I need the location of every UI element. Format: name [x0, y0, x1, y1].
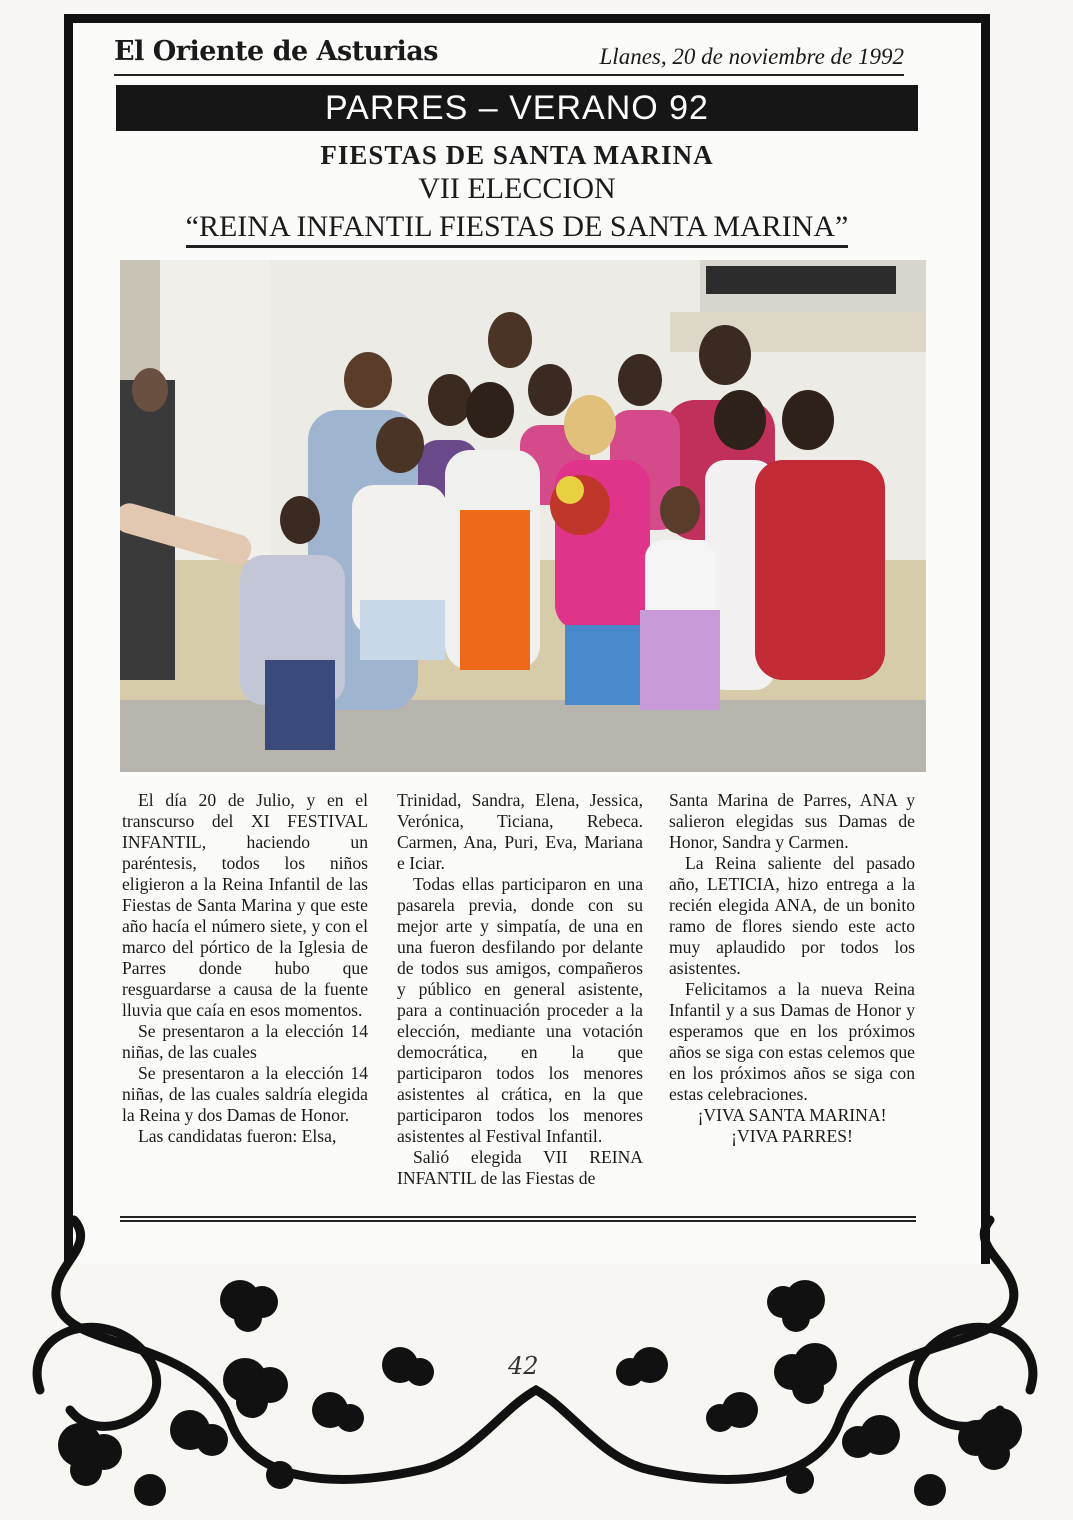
headline-fiestas: FIESTAS DE SANTA MARINA: [320, 140, 714, 170]
article-paragraph: Santa Marina de Parres, ANA y salieron elegidas sus Damas de Honor, Sandra y Carmen.: [669, 790, 915, 852]
headline-reina: [116, 210, 918, 244]
closing-line-parres: ¡VIVA PARRES!: [731, 1126, 853, 1146]
article-column-2: [397, 790, 643, 1189]
headline-reina-text: “REINA INFANTIL FIESTAS DE SANTA MARINA”: [186, 210, 849, 248]
article-paragraph: Salió elegida VII REINA INFANTIL de las Fiestas de: [397, 1147, 643, 1188]
article-paragraph: Felicitamos a la nueva Reina Infantil y a sus Damas de Honor y esperamos que en los próximos años se siga con estas celemos que en los próximos años se siga con estas celebraciones.: [669, 979, 915, 1104]
article-column-3: [669, 790, 915, 1147]
article-paragraph: La Reina saliente del pasado año, LETICIA, hizo entrega a la recién elegida ANA, de un bonito ramo de flores siendo este acto muy aplaudido por todos los asistentes.: [669, 853, 915, 978]
section-title: PARRES – VERANO 92: [116, 85, 918, 131]
page-number: 42: [508, 1352, 539, 1380]
article-paragraph: El día 20 de Julio, y en el transcurso del XI FESTIVAL INFANTIL, haciendo un paréntesis, todos los niños eligieron a la Reina Infantil de las Fiestas de Santa Marina y que este año hacía el número siete, y con el marco del pórtico de la Iglesia de Parres donde hubo que resguardarse a causa de la fuente lluvia que caía en esos momentos.: [122, 790, 368, 1020]
article-paragraph: Trinidad, Sandra, Elena, Jessica, Verónica, Ticiana, Rebeca. Carmen, Ana, Puri, Eva, Mariana e Iciar.: [397, 790, 643, 873]
article-paragraph: Se presentaron a la elección 14 niñas, de las cuales: [122, 1021, 368, 1062]
article-paragraph: Las candidatas fueron: Elsa,: [138, 1126, 337, 1146]
article-paragraph: Se presentaron a la elección 14 niñas, de las cuales saldría elegida la Reina y dos Damas de Honor.: [122, 1063, 368, 1125]
group-photo: [120, 260, 926, 772]
article-paragraph: Todas ellas participaron en una pasarela previa, donde con su mejor arte y simpatía, de una en una fueron desfilando por delante de todos sus amigos, compañeros y público en general asistente, para a continuación proceder a la elección, mediante una votación democrática, en la que participaron todos los menores asistentes al crática, en la que participaron todos los menores asistentes al Festival Infantil.: [397, 874, 643, 1146]
masthead: [114, 36, 904, 76]
dateline: Llanes, 20 de noviembre de 1992: [599, 44, 904, 69]
article-column-1: [122, 790, 368, 1147]
closing-line-santa-marina: ¡VIVA SANTA MARINA!: [697, 1105, 887, 1125]
headline-eleccion: VII ELECCION: [418, 172, 616, 205]
newspaper-name: El Oriente de Asturias: [114, 36, 438, 67]
